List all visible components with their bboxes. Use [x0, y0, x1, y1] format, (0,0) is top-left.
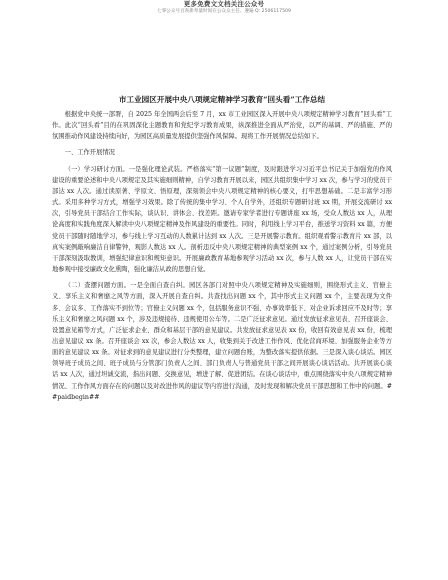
document-title: 市工业园区开展中央八项规定精神学习教育“回头看”工作总结	[118, 95, 326, 104]
document-body	[52, 94, 392, 403]
section-heading: 一、工作开展情况	[64, 149, 115, 157]
header-line-1: 更多免费文文档关注公众号	[183, 0, 265, 8]
page-header	[0, 0, 448, 15]
intro-paragraph: 根据党中央统一部署，自 2025 年全国两会后至 7 月，xx 市工业园区深入开展中央八项规定精神学习教育“回头看”工作。此次“回头看”目的在巩固深化主题教育和党纪学习教育成果，纵深推进全面从严治党，以严的基调、严的措施、严的氛围推动作风建设持续向好，为园区高质量发展提供坚强作风保障。现将工作开展情况总结如下。	[52, 111, 392, 141]
problems-paragraph: （二）查摆问题方面。一是全面自查自纠。园区各部门对照中央八项规定精神及实施细则，围绕形式主义、官僚主义、享乐主义和奢靡之风等方面，深入开展自查自纠。共查找出问题 xx 个，其中形式主义问题 xx 个，主要表现为文件多、会议多、工作落实不到位等；官僚主义问题 xx 个，包括服务意识不强、办事效率低下、对企业诉求回应不及时等；享乐主义和奢靡之风问题 xx 个，涉及违规接待、违规使用公车等。二是广泛征求意见。通过发放征求意见表、召开座谈会、设置意见箱等方式，广泛征求企业、群众和基层干部的意见建议。共发放征求意见表 xx 份，收回有效意见表 xx 份，梳理出意见建议 xx 条。召开座谈会 xx 次，参会人数达 xx 人，收集到关于改进工作作风、优化营商环境、加强服务企业等方面的意见建议 xx 条。对征求到的意见建议进行分类整理，建立问题台账，为整改落实提供依据。三是深入谈心谈话。园区领导班子成员之间、班子成员与分管部门负责人之间、部门负责人与普通党员干部之间开展谈心谈话活动。共开展谈心谈话 xx 人次，通过坦诚交流，指出问题、交换意见，增进了解、促进团结。在谈心谈话中，重点围绕落实中央八项规定精神情况、工作作风方面存在的问题以及对改进作风的建议等内容进行沟通，及时发现和解决党员干部思想和工作中的问题。##paidbegin##	[52, 282, 392, 401]
study-paragraph: （一）学习研讨方面。一是强化理论武装。严格落实“第一议题”制度，及时跟进学习习近平总书记关于加强党的作风建设的重要论述和中央八项规定及其实施细则精神，自学习教育开展以来，园区共组织集中学习 xx 次，参与学习的党员干部达 xx 人次。通过读原著、学原文、悟原理，深刻领会中央八项规定精神的核心要义，打牢思想基础。二是丰富学习形式。采用多种学习方式，增强学习效果。除了传统的集中学习、个人自学外，还组织专题研讨班 xx 期，开展交流研讨 xx 次，引导党员干部结合工作实际，谈认识、讲体会、找差距。邀请专家学者进行专题讲座 xx 场，受众人数达 xx 人，从理论高度和实践角度深入解读中央八项规定精神及作风建设的重要性。同时，利用线上学习平台，推送学习资料 xx 篇，方便党员干部随时随地学习，参与线上学习互动的人数累计达到 xx 人次。三是开展警示教育。组织观看警示教育片 xx 部，以真实案例敲响廉洁自律警钟，观影人数达 xx 人。剖析违反中央八项规定精神的典型案例 xx 个，通过案例分析，引导党员干部深刻汲取教训，增强纪律意识和规矩意识。开展廉政教育基地参观学习活动 xx 次，参与人数 xx 人，让党员干部在实地参观中接受廉政文化熏陶，强化廉洁从政的思想自觉。	[52, 165, 392, 274]
header-line-2: 七零公众号百查新奉量时间在公众众主任、遵遍 Q: 2506117509	[157, 9, 291, 14]
